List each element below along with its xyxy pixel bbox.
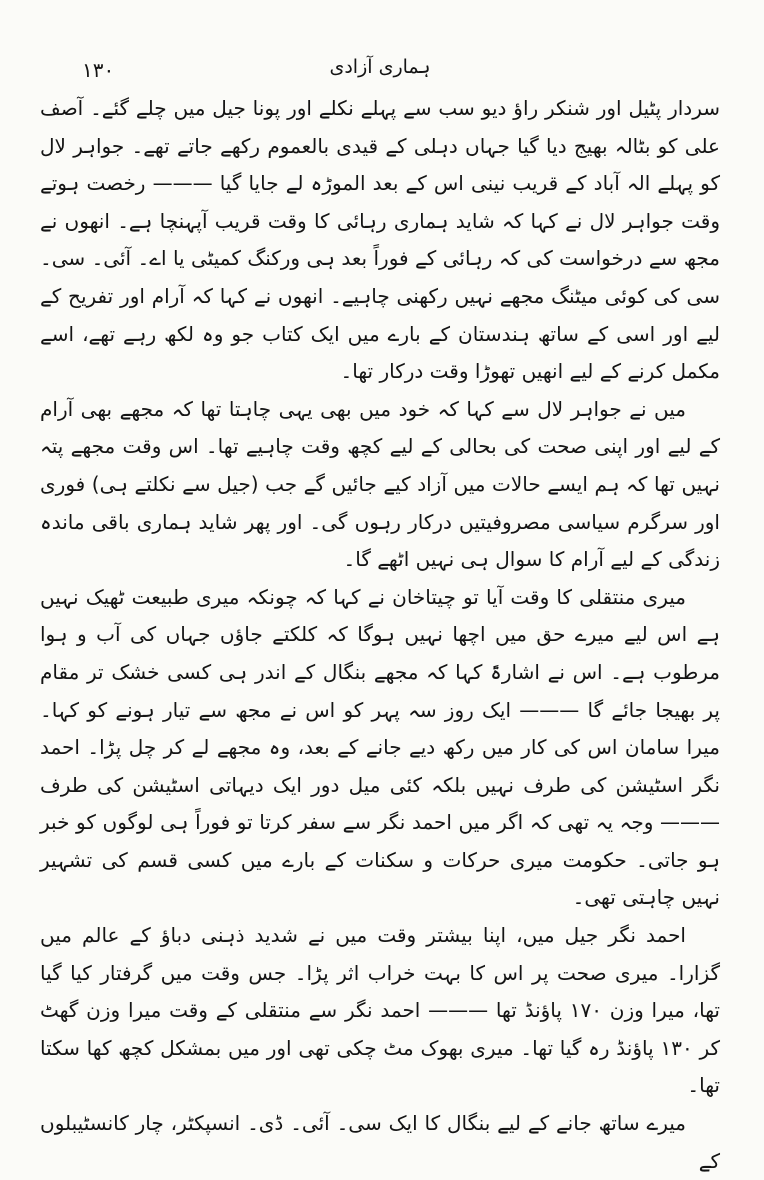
paragraph: سردار پٹیل اور شنکر راؤ دیو سب سے پہلے نکلے اور پونا جیل میں چلے گئے۔ آصف علی کو بٹالہ بھیج دیا گیا جہاں دہلی کے قیدی بالعموم رکھے جاتے تھے۔ جواہر لال کو پہلے الہ آباد کے قریب نینی اس کے بعد الموڑہ لے جایا گیا ——— رخصت ہوتے وقت جواہر لال نے کہا کہ شاید ہماری رہائی کا وقت قریب آپہنچا ہے۔ انھوں نے مجھ سے درخواست کی کہ رہائی کے فوراً بعد ہی ورکنگ کمیٹی یا اے۔ آئی۔ سی۔ سی کی کوئی میٹنگ مجھے نہیں رکھنی چاہیے۔ انھوں نے کہا کہ آرام اور تفریح کے لیے اور اسی کے ساتھ ہندستان کے بارے میں ایک کتاب جو وہ لکھ رہے تھے، اسے مکمل کرنے کے لیے انھیں تھوڑا وقت درکار تھا۔ (40, 96, 720, 384)
paragraph: میری منتقلی کا وقت آیا تو چیتاخان نے کہا کہ چونکہ میری طبیعت ٹھیک نہیں ہے اس لیے میرے حق میں اچھا نہیں ہوگا کہ کلکتے جاؤں جہاں کی آب و ہوا مرطوب ہے۔ اس نے اشارۃً کہا کہ مجھے بنگال کے اندر ہی کسی خشک تر مقام پر بھیجا جائے گا ——— ایک روز سہ پہر کو اس نے مجھ سے تیار ہونے کو کہا۔ میرا سامان اس کی کار میں رکھ دیے جانے کے بعد، وہ مجھے لے کر چل پڑا۔ احمد نگر اسٹیشن کی طرف نہیں بلکہ کئی میل دور ایک دیہاتی اسٹیشن کی طرف ——— وجہ یہ تھی کہ اگر میں احمد نگر سے سفر کرتا تو فوراً ہی لوگوں کو خبر ہو جاتی۔ حکومت میری حرکات و سکنات کے بارے میں کسی قسم کی تشہیر نہیں چاہتی تھی۔ (40, 584, 720, 910)
running-title: ہماری آزادی (329, 56, 431, 78)
paragraph: احمد نگر جیل میں، اپنا بیشتر وقت میں نے شدید ذہنی دباؤ کے عالم میں گزارا۔ میری صحت پر اس کا بہت خراب اثر پڑا۔ جس وقت میں گرفتار کیا گیا تھا، میرا وزن ۱۷۰ پاؤنڈ تھا ——— احمد نگر سے منتقلی کے وقت میرا وزن گھٹ کر ۱۳۰ پاؤنڈ رہ گیا تھا۔ میری بھوک مٹ چکی تھی اور میں بمشکل کچھ کھا سکتا تھا۔ (40, 923, 721, 1098)
body-text (40, 90, 720, 1180)
page-header (40, 52, 720, 90)
page-number: ۱۳۰ (82, 58, 115, 82)
paragraph: میرے ساتھ جانے کے لیے بنگال کا ایک سی۔ آئی۔ ڈی۔ انسپکٹر، چار کانسٹیبلوں کے (40, 1111, 720, 1173)
paragraph: میں نے جواہر لال سے کہا کہ خود میں بھی یہی چاہتا تھا کہ مجھے بھی آرام کے لیے اور اپنی صحت کی بحالی کے لیے کچھ وقت چاہیے تھا۔ اس وقت مجھے پتہ نہیں تھا کہ ہم ایسے حالات میں آزاد کیے جائیں گے جب (جیل سے نکلتے ہی) فوری اور سرگرم سیاسی مصروفیتیں درکار رہوں گی۔ اور پھر شاید ہماری باقی ماندہ زندگی کے لیے آرام کا سوال ہی نہیں اٹھے گا۔ (40, 396, 720, 572)
